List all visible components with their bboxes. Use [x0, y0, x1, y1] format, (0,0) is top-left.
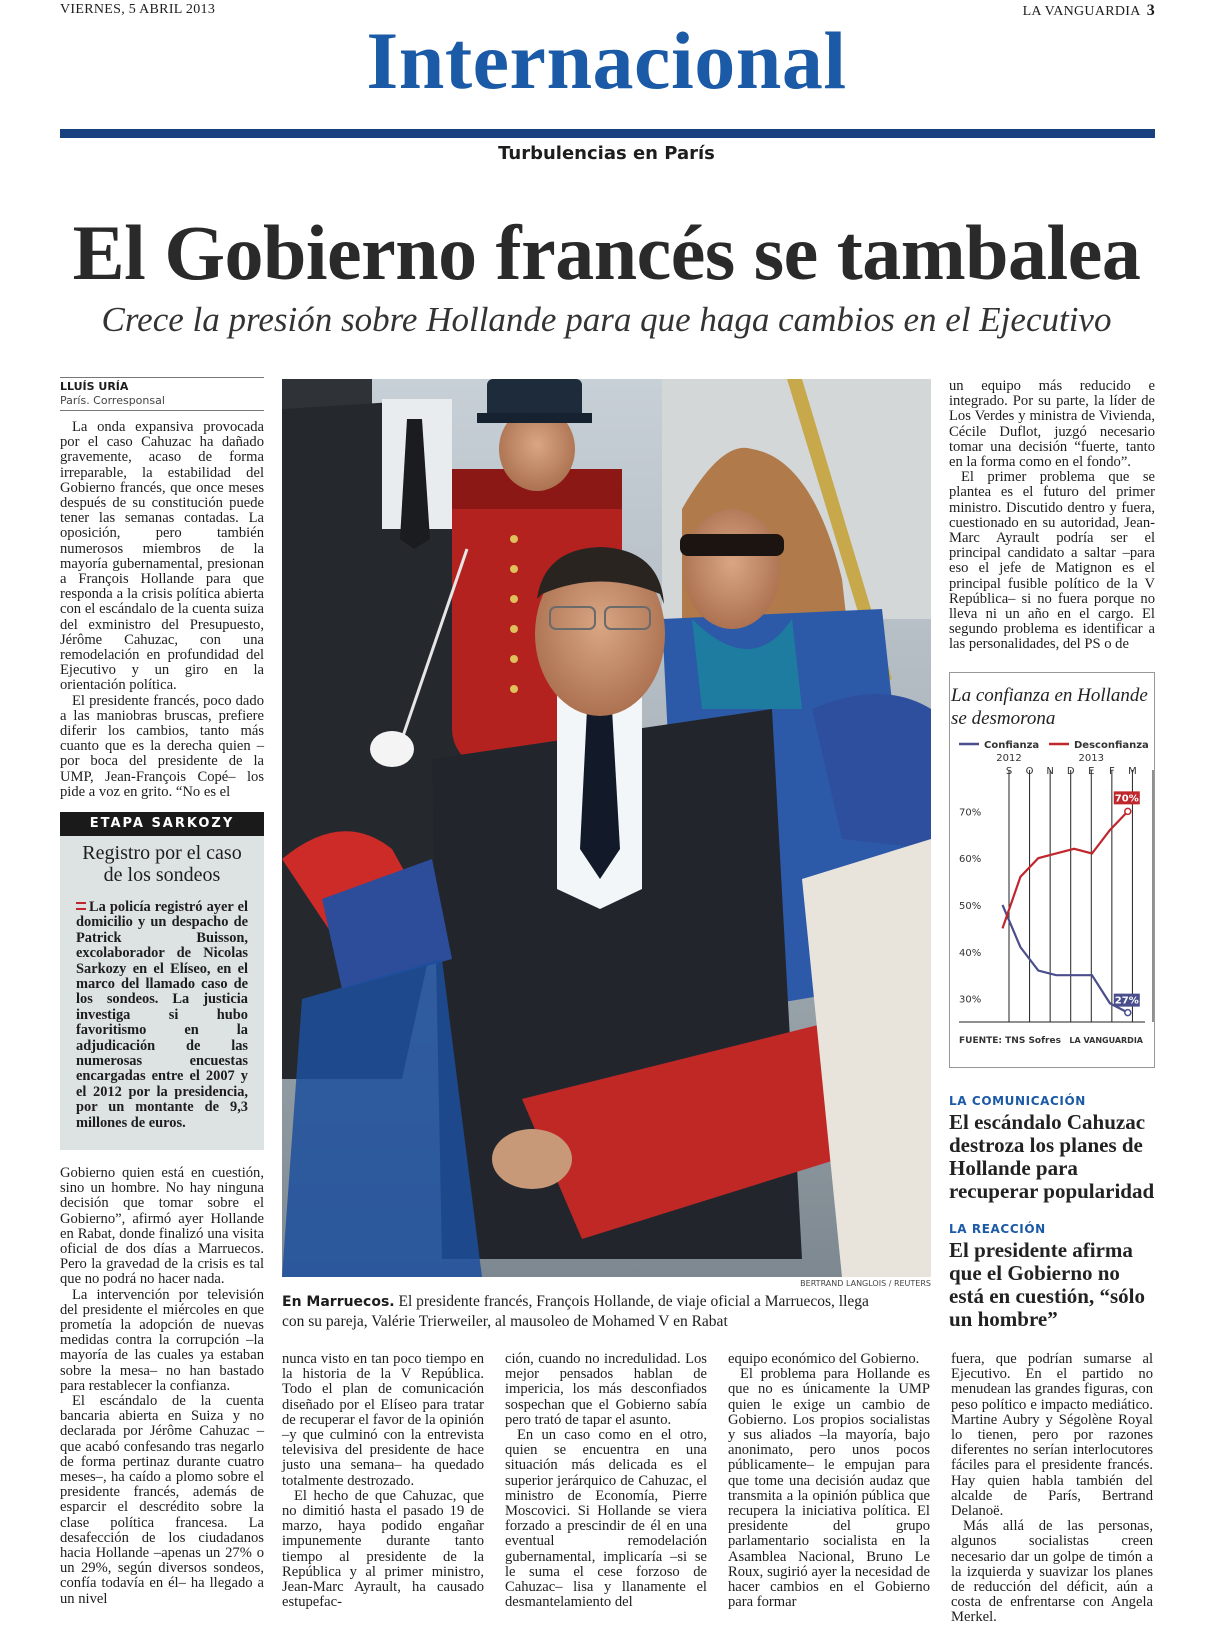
sidebar-body — [76, 900, 248, 1131]
caption-lead: En Marruecos. — [282, 1294, 395, 1310]
section-rule — [60, 129, 1155, 138]
y-tick-label: 60% — [959, 854, 982, 866]
x-tick-label: N — [1046, 766, 1054, 777]
caption-text: El presidente francés, François Hollande, de viaje oficial a Marruecos, llega con su pareja, Valérie Trierweiler, al mausoleo de Mohamed V en Rabat — [282, 1293, 869, 1330]
headline: El Gobierno francés se tambalea — [72, 209, 1141, 296]
x-tick-label: O — [1025, 766, 1034, 777]
bullet-mark-icon — [76, 902, 86, 910]
sidebar-label: ETAPA SARKOZY — [60, 812, 264, 836]
paragraph: Más allá de las personas, algunos socialistas creen necesario dar un golpe de timón a la izquierda y suavizar los planes de reducción del déficit, aún a costa de enfrentarse con Angela Merkel. — [951, 1518, 1153, 1626]
article-column-2b — [505, 1351, 707, 1611]
chart-source: FUENTE: TNS Sofres — [959, 1036, 1061, 1046]
related-headline: El presidente afirma que el Gobierno no está en cuestión, “sólo un hombre” — [949, 1238, 1145, 1331]
subheadline: Crece la presión sobre Hollande para que haga cambios en el Ejecutivo — [101, 300, 1112, 339]
x-tick-label: E — [1088, 766, 1095, 777]
end-label: 70% — [1114, 793, 1139, 805]
news-photo — [282, 379, 931, 1277]
chart-brand: LA VANGUARDIA — [1069, 1036, 1143, 1045]
y-tick-label: 50% — [959, 900, 982, 912]
paragraph: nunca visto en tan poco tiempo en la historia de la V República. Todo el plan de comunicación diseñado por el Elíseo para tratar de recuperar el favor de la opinión –y que culminó con la entrevista televisiva del presidente de hace justo una semana– ha quedado totalmente destrozado. — [282, 1351, 484, 1489]
series-line — [1003, 811, 1128, 928]
related-item[interactable] — [949, 1094, 1155, 1203]
paragraph: El primer problema que se plantea es el futuro del primer ministro. Discutido dentro y fuera, cuestionado en su autoridad, Jean-Marc Ayrault podría ser el principal candidato a saltar –para eso el jefe de Matignon es el principal fusible político de la V República– si no fuera porque no lleva ni un año en el cargo. El segundo problema es identificar a las personalidades, del PS o de — [949, 469, 1155, 653]
author-role: París. Corresponsal — [60, 394, 165, 407]
photo-illustration — [282, 379, 931, 1277]
sidebar-title: Registro por el caso de los sondeos — [82, 842, 242, 886]
photo-credit: BERTRAND LANGLOIS / REUTERS — [800, 1279, 931, 1288]
data-point — [1125, 1010, 1131, 1016]
related-tag: LA REACCIÓN — [949, 1222, 1046, 1236]
year-label: 2013 — [1078, 753, 1105, 764]
series-line — [1003, 905, 1128, 1013]
end-label: 27% — [1114, 995, 1139, 1007]
kicker: Turbulencias en París — [498, 143, 715, 164]
article-column-1-continued — [60, 1165, 264, 1607]
confidence-chart — [949, 732, 1155, 1068]
section-title: Internacional — [366, 15, 847, 106]
x-tick-label: M — [1128, 766, 1137, 777]
article-column-4 — [951, 1351, 1153, 1626]
paragraph: El problema para Hollande es que no es únicamente la UMP quien le exige un cambio de Gobierno. Los propios socialistas y sus aliados –la mayoría, bajo anonimato, pero unos pocos públicamente– le empujan para que tome una decisión audaz que transmita a la opinión pública que recupera la iniciativa política. El presidente del grupo parlamentario socialista en la Asamblea Nacional, Bruno Le Roux, sugirió ayer la necesidad de hacer cambios en el Gobierno para formar — [728, 1366, 930, 1611]
x-tick-label: D — [1066, 766, 1075, 777]
paragraph: ción, cuando no incredulidad. Los mejor pensados hablan de impericia, los más desconfiados sospechan que el Gobierno sabía pero trató de tapar el asunto. — [505, 1351, 707, 1428]
x-tick-label: F — [1108, 766, 1115, 777]
related-headline: El escándalo Cahuzac destroza los planes de Hollande para recuperar popularidad — [949, 1110, 1155, 1203]
article-column-1 — [60, 419, 264, 800]
legend-label: Confianza — [984, 740, 1040, 751]
paragraph: El presidente francés, poco dado a las maniobras bruscas, prefiere diferir los cambios, tanto más cuanto que es la derecha quien –por boca del presidente de la UMP, Jean-François Copé– los pide a voz en grito. “No es el — [60, 692, 264, 800]
paragraph: En un caso como en el otro, quien se encuentra en una situación más delicada es el superior jerárquico de Cahuzac, el ministro de Economía, Pierre Moscovici. Si Hollande se viera forzado a prescindir de él en una eventual remodelación gubernamental, implicaría –si se le suma el cese forzoso de Cahuzac– lisa y llanamente el desmantelamiento del — [505, 1427, 707, 1611]
paragraph: un equipo más reducido e integrado. Por su parte, la líder de Los Verdes y ministra de Vivienda, Cécile Duflot, juzgó necesario tomar una decisión “fuerte, tanto en la forma como en el fondo”. — [949, 378, 1155, 471]
issue-date: VIERNES, 5 ABRIL 2013 — [60, 2, 216, 17]
article-column-3 — [949, 379, 1155, 654]
article-column-2a — [282, 1351, 484, 1611]
paragraph: fuera, que podrían sumarse al Ejecutivo. En el partido no menudean las grandes figuras, con peso político e impacto mediático. Martine Aubry y Ségolène Royal lo tienen, pero por razones diferentes no serían interlocutores fáciles para el presidente francés. Hay quien habla también del alcalde de París, Bertrand Delanoë. — [951, 1351, 1153, 1520]
photo-caption — [282, 1292, 882, 1331]
y-tick-label: 30% — [959, 994, 982, 1006]
paragraph: Gobierno quien está en cuestión, sino un hombre. No hay ninguna decisión que tomar sobre el Gobierno”, afirmó ayer Hollande en Rabat, donde finalizó una visita oficial de dos días a Marruecos. Pero la gravedad de la crisis es tal que no podrá no hacer nada. — [60, 1165, 264, 1288]
paragraph: La intervención por televisión del presidente el miércoles en que prometía la adopción de nuevas medidas contra la corrupción –la mayoría de las cuales ya estaban sobre la mesa– no han bastado para restablecer la confianza. — [60, 1286, 264, 1394]
paragraph: La onda expansiva provocada por el caso Cahuzac ha dañado gravemente, acaso de forma irreparable, la estabilidad del Gobierno francés, que once meses después de su constitución puede tener las semanas contadas. La oposición, pero también numerosos miembros de la mayoría gubernamental, presionan a François Hollande para que responda a la crisis política abierta con el escándalo de la cuenta suiza del exministro del Presupuesto, Jérôme Cahuzac, con una remodelación en profundidad del Ejecutivo y un giro en la orientación política. — [60, 419, 264, 694]
sidebar-box — [60, 836, 264, 1150]
divider — [60, 410, 264, 411]
y-tick-label: 40% — [959, 947, 982, 959]
legend-label: Desconfianza — [1074, 740, 1149, 751]
paragraph: El escándalo de la cuenta bancaria abierta en Suiza y no declarada por Jérôme Cahuzac –que acabó confesando tras negarlo de forma pertinaz durante cuatro meses–, ha caído a plomo sobre el presidente francés, además de esparcir el descrédito sobre la clase política francesa. La desafección de los ciudadanos hacia Hollande –apenas un 27% o un 29%, según diversos sondeos, confía todavía en él– ha llegado a un nivel — [60, 1393, 264, 1607]
related-tag: LA COMUNICACIÓN — [949, 1094, 1086, 1108]
chart-title: La confianza en Hollande se desmorona — [951, 685, 1148, 729]
article-column-2c — [728, 1351, 930, 1611]
data-point — [1125, 808, 1131, 814]
newspaper-name: LA VANGUARDIA — [1022, 4, 1141, 19]
divider — [60, 377, 264, 378]
page-number: 3 — [1146, 2, 1155, 19]
author-name: LLUÍS URÍA — [60, 380, 129, 393]
y-tick-label: 70% — [959, 807, 982, 819]
x-tick-label: S — [1005, 766, 1013, 777]
paragraph: equipo económico del Gobierno. — [728, 1351, 920, 1367]
sidebar-text: La policía registró ayer el domicilio y un despacho de Patrick Buisson, excolaborador de Nicolas Sarkozy en el Elíseo, en el marco del llamado caso de los sondeos. La justicia investiga si hubo favoritismo en la adjudicación de las numerosas encuestas encargadas entre el 2007 y el 2012 por la presidencia, por un montante de 9,3 millones de euros. — [76, 899, 248, 1131]
paragraph: El hecho de que Cahuzac, que no dimitió hasta el pasado 19 de marzo, haya podido engañar impunemente durante tanto tiempo al presidente de la República y al primer ministro, Jean-Marc Ayrault, ha causado estupefac- — [282, 1487, 484, 1611]
related-item[interactable] — [949, 1222, 1155, 1331]
year-label: 2012 — [996, 753, 1022, 764]
